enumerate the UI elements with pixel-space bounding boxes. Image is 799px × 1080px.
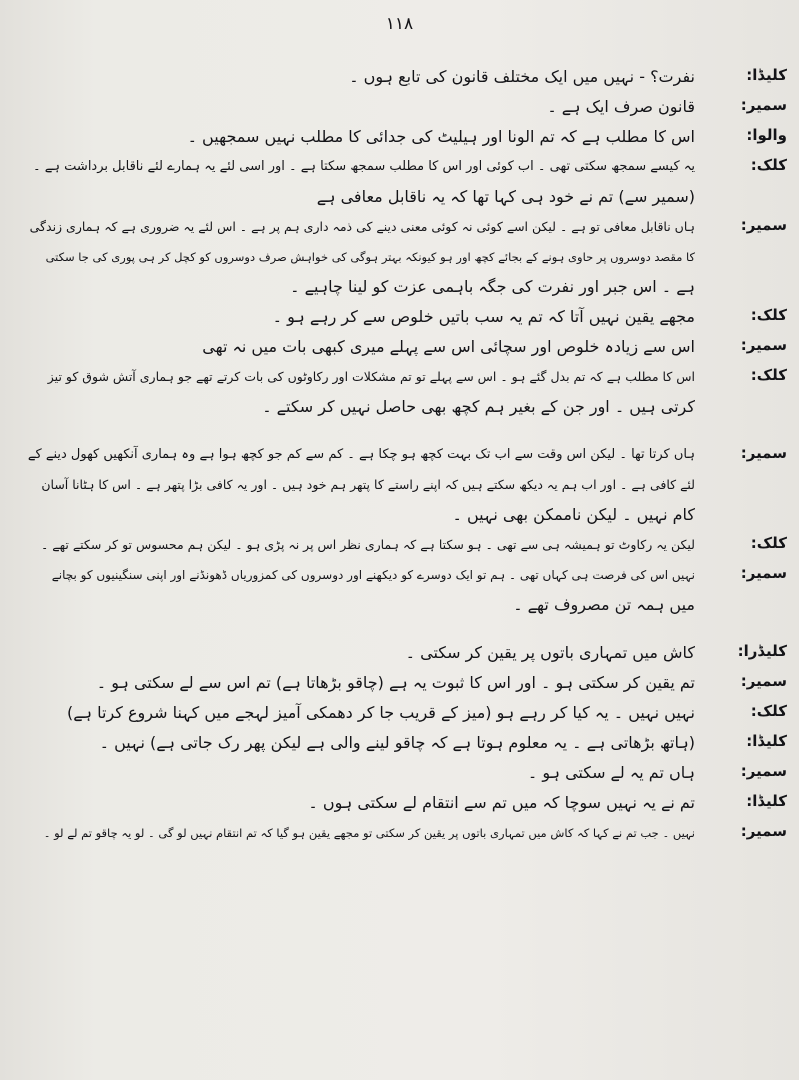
dialogue-line: (سمیر سے) تم نے خود ہی کہا تھا کہ یہ ناقابل معافی ہے (316, 187, 695, 206)
dialogue-entry (0, 758, 799, 788)
dialogue-lines (26, 212, 695, 302)
dialogue-entry (0, 122, 799, 152)
speaker-name: کلک: (750, 366, 787, 384)
dialogue-lines (26, 638, 695, 668)
speaker-name: سمیر: (740, 96, 787, 114)
dialogue-entry (0, 818, 799, 848)
dialogue-lines (26, 62, 695, 92)
dialogue-entry (0, 788, 799, 818)
dialogue-entry (0, 302, 799, 332)
dialogue-entry (0, 440, 799, 530)
dialogue-lines (26, 728, 695, 758)
dialogue-lines (26, 362, 695, 422)
speaker-name: سمیر: (740, 336, 787, 354)
speaker-name: والوا: (746, 126, 787, 144)
dialogue-lines (26, 788, 695, 818)
dialogue-lines (26, 332, 695, 362)
dialogue-lines (26, 152, 695, 212)
dialogue-entry (0, 728, 799, 758)
dialogue-line: مجھے یقین نہیں آتا کہ تم یہ سب باتیں خلوص سے کر رہے ہو ۔ (272, 307, 695, 326)
speaker-name: کلیڈا: (746, 732, 787, 750)
dialogue-line: اس سے زیادہ خلوص اور سچائی اس سے پہلے میری کبھی بات میں نہ تھی (202, 337, 695, 356)
dialogue-line: تم نے یہ نہیں سوچا کہ میں تم سے انتقام لے سکتی ہوں ۔ (308, 793, 695, 812)
speaker-name: کلیڈا: (746, 66, 787, 84)
speaker-name: کلک: (750, 306, 787, 324)
dialogue-lines (26, 92, 695, 122)
dialogue-line: کام نہیں ۔ لیکن ناممکن بھی نہیں ۔ (452, 505, 695, 524)
dialogue-entry (0, 332, 799, 362)
speaker-name: کلیڈرا: (737, 642, 787, 660)
dialogue-line: اس کا مطلب ہے کہ تم الونا اور ہیلیٹ کی جدائی کا مطلب نہیں سمجھیں ۔ (187, 127, 695, 146)
speaker-name: کلیڈا: (746, 792, 787, 810)
dialogue-line: ہے ۔ اس جبر اور نفرت کی جگہ باہمی عزت کو لینا چاہیے ۔ (290, 277, 695, 296)
dialogue-line: اس کا مطلب ہے کہ تم بدل گئے ہو ۔ اس سے پہلے تو تم مشکلات اور رکاوٹوں کی بات کرتے تھے جو ہماری آتش شوق کو تیز (47, 369, 695, 384)
speaker-name: سمیر: (740, 564, 787, 582)
dialogue-line: قانون صرف ایک ہے ۔ (547, 97, 695, 116)
dialogue-lines (26, 530, 695, 560)
dialogue-line: نہیں نہیں ۔ یہ کیا کر رہے ہو (میز کے قریب جا کر دھمکی آمیز لہجے میں کہنا شروع کرتا ہے) (67, 703, 695, 722)
dialogue-entry (0, 212, 799, 302)
speaker-name: کلک: (750, 534, 787, 552)
dialogue-line: تم یقین کر سکتی ہو ۔ اور اس کا ثبوت یہ ہے (چاقو بڑھاتا ہے) تم اس سے لے سکتی ہو ۔ (96, 673, 695, 692)
dialogue-lines (26, 758, 695, 788)
dialogue-line: ہاں تم یہ لے سکتی ہو ۔ (527, 763, 695, 782)
dialogue-entry (0, 638, 799, 668)
dialogue-entry (0, 92, 799, 122)
dialogue-line: (ہاتھ بڑھاتی ہے ۔ یہ معلوم ہوتا ہے کہ چاقو لینے والی ہے لیکن پھر رک جاتی ہے) نہیں ۔ (99, 733, 695, 752)
dialogue-body (0, 62, 799, 848)
speaker-name: سمیر: (740, 672, 787, 690)
dialogue-line: میں ہمہ تن مصروف تھے ۔ (513, 595, 695, 614)
dialogue-entry (0, 668, 799, 698)
dialogue-line: نہیں اس کی فرصت ہی کہاں تھی ۔ ہم تو ایک دوسرے کو دیکھنے اور دوسروں کی کمزوریاں ڈھونڈنے اور اپنی سنگینیوں کو بچانے (51, 568, 695, 582)
dialogue-line: ہاں ناقابل معافی تو ہے ۔ لیکن اسے کوئی نہ کوئی معنی دینے کی ذمہ داری ہم پر ہے ۔ اس لئے یہ ضروری ہے کہ ہماری زندگی (29, 219, 695, 234)
dialogue-line: کا مقصد دوسروں پر حاوی ہونے کے بجائے کچھ اور ہو کیونکہ بہتر ہوگی کی خواہش صرف دوسروں کو کچل کر ہی پوری کی جا سکتی (45, 250, 695, 264)
dialogue-line: لیکن یہ رکاوٹ تو ہمیشہ ہی سے تھی ۔ ہو سکتا ہے کہ ہماری نظر اس پر نہ پڑی ہو ۔ لیکن ہم محسوس تو کر سکتے تھے ۔ (41, 537, 695, 552)
speaker-name: کلک: (750, 702, 787, 720)
dialogue-line: یہ کیسے سمجھ سکتی تھی ۔ اب کوئی اور اس کا مطلب سمجھ سکتا ہے ۔ اور اسی لئے یہ ہمارے لئے ناقابل برداشت ہے ۔ (33, 159, 695, 174)
speaker-name: سمیر: (740, 216, 787, 234)
dialogue-entry (0, 560, 799, 620)
dialogue-lines (26, 440, 695, 530)
dialogue-lines (26, 668, 695, 698)
dialogue-lines (26, 302, 695, 332)
dialogue-line: نہیں ۔ جب تم نے کہا کہ کاش میں تمہاری باتوں پر یقین کر سکتی تو مجھے یقین ہو گیا کہ تم انتقام نہیں لو گی ۔ لو یہ چاقو تم لے لو ۔ (43, 826, 695, 840)
dialogue-lines (26, 122, 695, 152)
dialogue-line: نفرت؟ - نہیں میں ایک مختلف قانون کی تابع ہوں ۔ (349, 67, 695, 86)
speaker-name: سمیر: (740, 444, 787, 462)
dialogue-entry (0, 152, 799, 212)
dialogue-lines (26, 818, 695, 848)
page-number: ۱۱۸ (385, 14, 414, 34)
dialogue-line: کاش میں تمہاری باتوں پر یقین کر سکتی ۔ (405, 643, 695, 662)
dialogue-entry (0, 362, 799, 422)
dialogue-line: لئے کافی ہے ۔ اور اب ہم یہ دیکھ سکتے ہیں کہ اپنے راستے کا پتھر ہم خود ہیں ۔ اور یہ کافی بڑا پتھر ہے ۔ اس کا ہٹانا آسان (41, 477, 695, 492)
dialogue-entry (0, 62, 799, 92)
dialogue-entry (0, 698, 799, 728)
dialogue-entry (0, 530, 799, 560)
speaker-name: سمیر: (740, 822, 787, 840)
speaker-name: کلک: (750, 156, 787, 174)
dialogue-lines (26, 698, 695, 728)
speaker-name: سمیر: (740, 762, 787, 780)
dialogue-line: کرتی ہیں ۔ اور جن کے بغیر ہم کچھ بھی حاصل نہیں کر سکتے ۔ (262, 397, 695, 416)
dialogue-line: ہاں کرتا تھا ۔ لیکن اس وقت سے اب تک بہت کچھ ہو چکا ہے ۔ کم سے کم جو کچھ ہوا ہے وہ ہماری آنکھیں کھول دینے کے (27, 447, 695, 462)
dialogue-lines (26, 560, 695, 620)
